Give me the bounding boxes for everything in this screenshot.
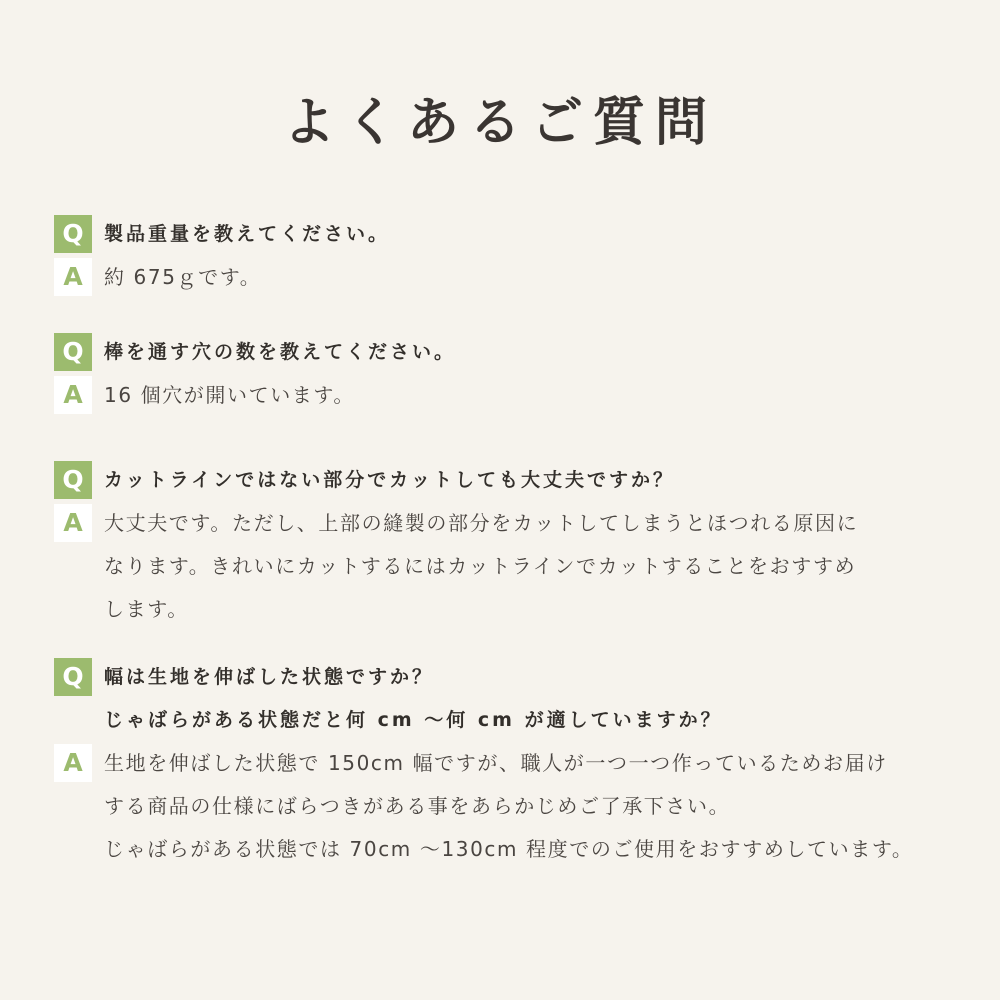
answer-row xyxy=(54,743,984,783)
answer-row xyxy=(54,257,984,297)
faq-item xyxy=(54,332,984,418)
answer-row xyxy=(54,829,984,869)
answer-row xyxy=(54,546,984,586)
answer-badge: A xyxy=(54,744,92,782)
faq-item xyxy=(54,214,984,300)
answer-row xyxy=(54,503,984,543)
faq-item xyxy=(54,657,984,872)
question-text: 棒を通す穴の数を教えてください。 xyxy=(104,341,457,363)
question-row xyxy=(54,332,984,372)
answer-badge: A xyxy=(54,504,92,542)
answer-text: なります。きれいにカットするにはカットラインでカットすることをおすすめ xyxy=(104,554,857,578)
question-row xyxy=(54,700,984,740)
question-row xyxy=(54,460,984,500)
answer-text: じゃばらがある状態では 70cm ～130cm 程度でのご使用をおすすめしています。 xyxy=(104,837,914,861)
question-badge: Q xyxy=(54,658,92,696)
question-text: 幅は生地を伸ばした状態ですか？ xyxy=(104,666,435,688)
answer-text: 約 675ｇです。 xyxy=(104,265,262,289)
question-row xyxy=(54,214,984,254)
answer-text: します。 xyxy=(104,597,189,621)
answer-badge: A xyxy=(54,376,92,414)
question-badge: Q xyxy=(54,215,92,253)
faq-item xyxy=(54,460,984,632)
question-text: じゃばらがある状態だと何 cm ～何 cm が適していますか？ xyxy=(104,709,723,731)
question-badge: Q xyxy=(54,461,92,499)
question-row xyxy=(54,657,984,697)
answer-row xyxy=(54,589,984,629)
page-title: よくあるご質問 xyxy=(282,93,717,153)
question-text: 製品重量を教えてください。 xyxy=(104,223,391,245)
answer-row xyxy=(54,375,984,415)
question-text: カットラインではない部分でカットしても大丈夫ですか？ xyxy=(104,469,676,491)
answer-text: する商品の仕様にばらつきがある事をあらかじめご了承下さい。 xyxy=(104,794,731,818)
answer-text: 16 個穴が開いています。 xyxy=(104,383,356,407)
answer-row xyxy=(54,786,984,826)
answer-text: 生地を伸ばした状態で 150cm 幅ですが、職人が一つ一つ作っているためお届け xyxy=(104,751,888,775)
answer-badge: A xyxy=(54,258,92,296)
answer-text: 大丈夫です。ただし、上部の縫製の部分をカットしてしまうとほつれる原因に xyxy=(104,511,859,535)
question-badge: Q xyxy=(54,333,92,371)
